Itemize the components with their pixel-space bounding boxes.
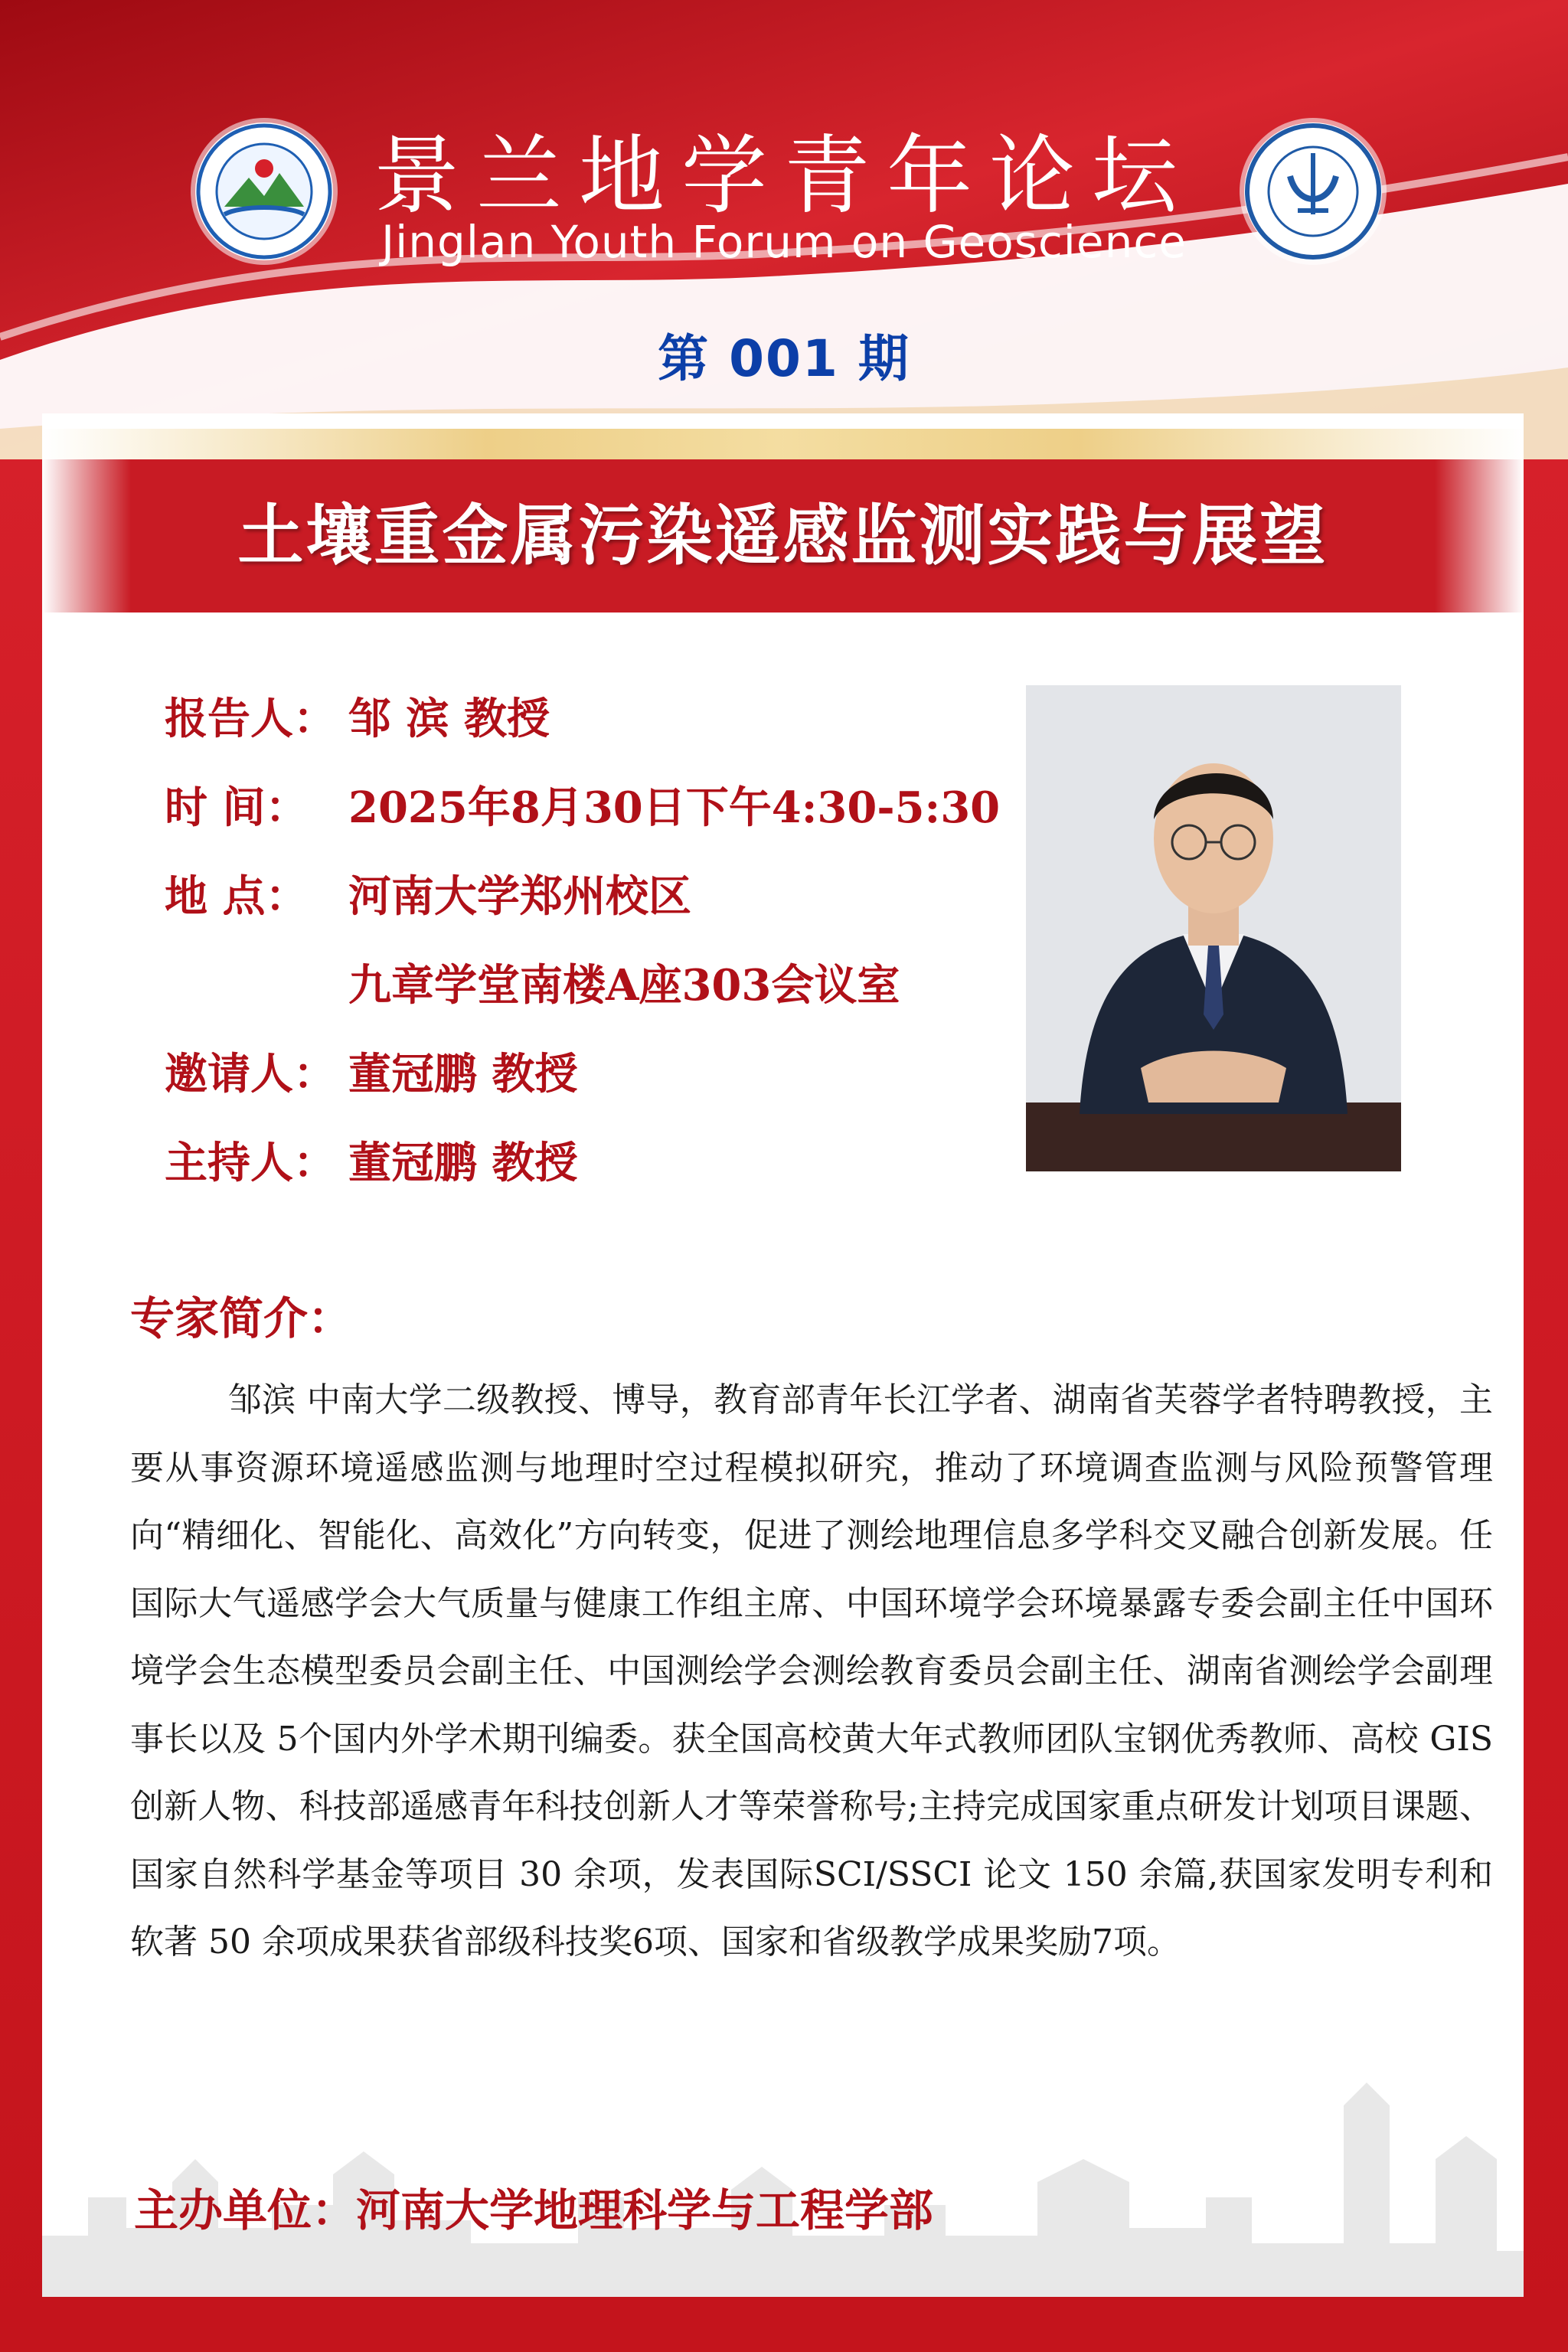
forum-title: 景兰地学青年论坛 <box>374 126 1194 226</box>
issue-number: 第 001 期 <box>658 329 910 388</box>
info-label: 主持人： <box>165 1138 336 1188</box>
info-value: 河南大学郑州校区 <box>348 871 691 922</box>
content-panel <box>42 413 1524 2297</box>
organizer <box>134 2174 933 2239</box>
info-label: 邀请人： <box>165 1050 336 1099</box>
city-skyline-icon <box>42 2044 1524 2297</box>
organizer-label: 主办单位： <box>134 2184 357 2236</box>
bio-text: 邹滨 中南大学二级教授、博导，教育部青年长江学者、湖南省芙蓉学者特聘教授，主要从事资源环境遥感监测与地理时空过程模拟研究，推动了环境调查监测与风险预警管理向“精细化、智能化、高效化”方向转变，促进了测绘地理信息多学科交叉融合创新发展。任国际大气遥感学会大气质量与健康工作组主席、中国环境学会环境暴露专委会副主任中国环境学会生态模型委员会副主任、中国测绘学会测绘教育委员会副主任、湖南省测绘学会副理事长以及 5个国内外学术期刊编委。获全国高校黄大年式教师团队宝钢优秀教师、高校 GIS 创新人物、科技部遥感青年科技创新人才等荣誉称号;主持完成国家重点研发计划项目课题、国家自然科学基金等项目 30 余项，发表国际SCI/SSCI 论文 150 余篇,获国家发明专利和软著 50 余项成果获省部级科技奖6项、国家和省级教学成果奖励7项。 <box>130 1380 1493 1962</box>
info-value: 董冠鹏 教授 <box>348 1049 578 1099</box>
info-label: 地 点： <box>165 872 309 922</box>
talk-topic: 土壤重金属污染遥感监测实践与展望 <box>237 498 1328 574</box>
info-label: 时 间： <box>165 783 309 833</box>
info-value: 2025年8月30日下午4:30-5:30 <box>348 782 1001 833</box>
organizer-value: 河南大学地理科学与工程学部 <box>356 2184 934 2236</box>
info-value: 邹 滨 教授 <box>348 694 550 744</box>
info-label: 报告人： <box>165 694 336 744</box>
speaker-photo <box>1026 685 1401 1171</box>
topic-banner <box>42 459 1524 612</box>
speaker-portrait-icon <box>1026 685 1401 1171</box>
skyline-decoration <box>42 2044 1524 2297</box>
forum-title-english: Jinglan Youth Forum on Geoscience <box>381 216 1187 268</box>
info-value: 董冠鹏 教授 <box>348 1138 578 1188</box>
bio-heading: 专家简介： <box>130 1292 353 1344</box>
info-value: 九章学堂南楼A座303会议室 <box>348 960 900 1011</box>
